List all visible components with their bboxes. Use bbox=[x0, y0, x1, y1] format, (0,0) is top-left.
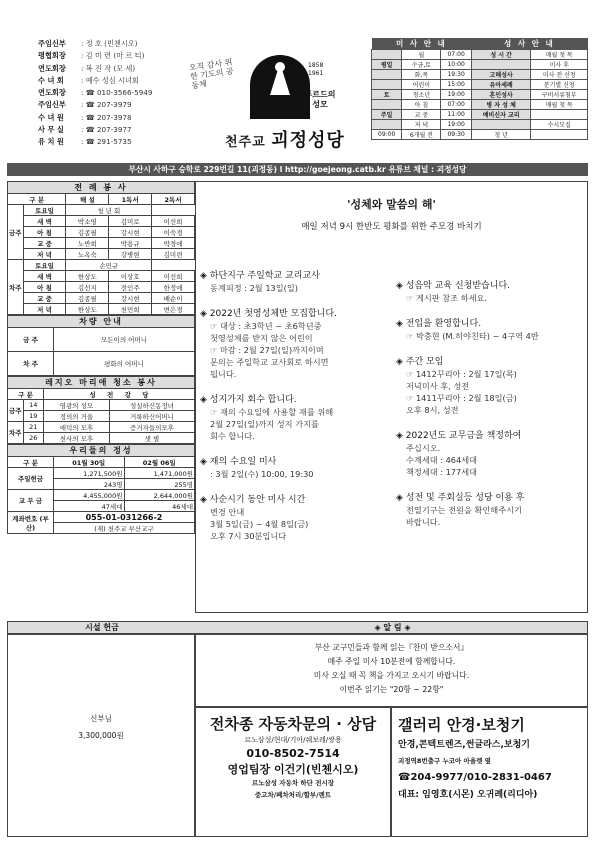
optical-ad-line: 대표: 임영호(시몬) 오귀례(리디아) bbox=[398, 789, 538, 800]
notice-box bbox=[195, 634, 588, 707]
schedule-row: 토 청소년 19:00 혼인성사 구비서류첨부 bbox=[372, 90, 588, 100]
schedule-row: 평일 수금,토 10:00 미사 후 bbox=[372, 60, 588, 70]
notice-item: ◈ 재의 수요일 미사 : 3월 2일(수) 10:00, 19:30 bbox=[200, 457, 314, 479]
liturgy-row: 새 벽 박소영 김미로 이선희 bbox=[8, 216, 195, 227]
car-ad-line: 르노삼성 자동차 하단 전시장 bbox=[251, 779, 335, 787]
vehicle-table: 차량 안내 금 주 모든이의 어머니 차 주 평화의 어머니 bbox=[7, 315, 195, 376]
car-ad-line: 영업팀장 이건기(빈첸시오) bbox=[227, 763, 359, 776]
liturgy-row: 아 침 김선지 전인주 한정애 bbox=[8, 282, 195, 293]
legio-row: 금주 14 영광의 성모 성실하신동정녀 bbox=[8, 400, 195, 411]
staff-list bbox=[38, 38, 178, 149]
car-ad-line: 중고차/폐차처리/할부/렌트 bbox=[254, 790, 332, 799]
notice-line: 미사 오실 때 꼭 책을 가지고 오시기 바랍니다. bbox=[313, 671, 470, 680]
staff-row: 수 녀 원 : ☎ 207-3978 bbox=[38, 112, 132, 122]
optical-ad-line: 안경,콘텍트렌즈,썬글라스,보청기 bbox=[398, 740, 530, 750]
schedule-extra: 09:00 6개월 전 09:30 청 년 bbox=[372, 130, 588, 140]
notice-item: ◈ 2022년 첫영성체반 모집합니다. ☞ 대상 : 초3학년 ~ 초6학년중 첫영성체를 받지 않은 어린이 ☞ 마감 : 2월 27일(일)까지이며 문의는 주일학교 교사회로 하시면 됩니다. bbox=[200, 309, 337, 379]
car-ad-line: 010-8502-7514 bbox=[246, 747, 340, 760]
main-content bbox=[195, 181, 588, 613]
notice-item: ◈ 성지가지 회수 합니다. ☞ 재의 수요일에 사용할 재를 위해 2월 27일(일)까지 성지 가지를 회수 합니다. bbox=[200, 395, 334, 441]
optical-ad bbox=[391, 707, 588, 837]
offering-table: 우리들의 정성 구 분 01월 30일 02월 06일 주일헌금 1,271,500원 1,471,000원 243명 255명 교 무 금 4,455,000원 2,644,000원 47세대 46세대 계좌번호 (부산) 055-01-031266-2 (재) 천주교 부산교구 bbox=[7, 444, 195, 534]
liturgy-header: 구 분 해 설 1독서 2독서 bbox=[8, 194, 195, 205]
bottom-header: 시설 헌금 ◈ 알 림 ◈ bbox=[7, 621, 588, 634]
optical-ad-line: 갤러리 안경·보청기 bbox=[398, 716, 525, 734]
liturgy-row: 차주 토요일 손민규 bbox=[8, 260, 195, 271]
address-bar: 부산시 사하구 승학로 229번길 11(괴정동) l http://goejeong.catb.kr 유튜브 채널 : 괴정성당 bbox=[7, 163, 588, 176]
parish-title: 천주교 괴정성당 bbox=[225, 130, 345, 151]
notice-item: ◈ 2022년도 교무금을 책정하여 주십시오. 수계세대 : 464세대 책정세대 : 177세대 bbox=[396, 431, 522, 477]
liturgy-row: 교 중 노반희 박용규 박경애 bbox=[8, 238, 195, 249]
theme-subtitle: 매일 저녁 9시 한반도 평화를 위한 주모경 바치기 bbox=[301, 222, 482, 232]
account-row: 계좌번호 (부산) 055-01-031266-2 bbox=[8, 512, 195, 523]
notice-line: 부산 교구민들과 함께 읽는『찬미 받으소서』 bbox=[314, 643, 469, 652]
liturgy-row: 금주 토요일 청 년 회 bbox=[8, 205, 195, 216]
schedule-row: 저 녁 19:00 수시모집 bbox=[372, 120, 588, 130]
car-ad-line: 르노삼성/현대/기아/쉐보레/쌍용 bbox=[244, 736, 342, 744]
founding-years: 1858 1961 bbox=[308, 62, 324, 77]
liturgy-row: 저 녁 노옥숙 강병현 김미련 bbox=[8, 249, 195, 260]
staff-row: 연도회장 : 복 진 작 (모 세) bbox=[38, 63, 136, 73]
notices-right bbox=[396, 280, 584, 542]
liturgy-row: 교 중 김종필 강시현 배순이 bbox=[8, 293, 195, 304]
offering-header: 구 분 01월 30일 02월 06일 bbox=[8, 457, 195, 468]
schedule-row: 주일 교 중 11:00 예비신자 교리 bbox=[372, 110, 588, 120]
notice-item: ◈ 사순시기 동안 미사 시간 변경 안내 3월 5일(금) ~ 4월 8일(금) 오후 7시 30분입니다 bbox=[200, 495, 309, 541]
staff-row: 주임신부 : ☎ 207-3979 bbox=[38, 100, 132, 110]
offering-row: 47세대 46세대 bbox=[8, 501, 195, 512]
legio-row: 19 정의의 거울 거룩하신어머니 bbox=[8, 411, 195, 422]
staff-row: 유 치 원 : ☎ 291-5735 bbox=[38, 137, 132, 147]
schedule-row: 어린이 15:00 유아세례 분기별 신청 bbox=[372, 80, 588, 90]
liturgy-row: 저 녁 한상도 천민희 변은경 bbox=[8, 304, 195, 315]
liturgy-table: 전 례 봉 사 구 분 해 설 1독서 2독서 금주 토요일 청 년 회 새 벽 박소영 김미로 이선희 아 침 김종필 강시현 이숙경 교 중 노반희 박용규 박경애 저 녁 노옥숙 강병현 김미련 차주 토요일 손민규 새 벽 한상도 이상호 이선희 아 침 김선지 전인주 한정애 교 중 김종필 강시현 배순이 저 녁 한상도 천민희 변은경 bbox=[7, 181, 195, 315]
liturgy-row: 아 침 김종필 강시현 이숙경 bbox=[8, 227, 195, 238]
offering-row: 243명 255명 bbox=[8, 479, 195, 490]
liturgy-row: 새 벽 한상도 이상호 이선희 bbox=[8, 271, 195, 282]
car-ad bbox=[195, 707, 391, 837]
patron-saint: 루르드의 성모 bbox=[304, 90, 336, 109]
staff-row: 평협회장 : 김 미 련 (마 르 티) bbox=[38, 51, 145, 61]
offering-row: 주일헌금 1,271,500원 1,471,000원 bbox=[8, 468, 195, 479]
notice-item: ◈ 성전 및 주회실등 성당 이용 후 전열기구는 전원을 확인해주시기 바랍니다. bbox=[396, 493, 525, 527]
legio-table: 레지오 마리애 청소 봉사 구 분 성 전 강 당 금주 14 영광의 성모 성실하신동정녀 19 정의의 거울 거룩하신어머니 차주 21 애덕의 모후 증거자들의모후 26 천사의 모후 샛 별 bbox=[7, 376, 195, 444]
staff-row: 주임신부 : 정 호 (빈첸시오) bbox=[38, 39, 138, 48]
schedule-table: 미 사 안 내 성 사 안 내 월 07:00 성 시 간 매월 첫 목 평일 수금,토 10:00 미사 후 화,목 19:30 고해성사 미사 전 신청 어린이 15:00 유아세례 분기별 신청 토 청소년 19:00 혼인성사 구비서류첨부 아 침 07:00 병 자 성 체 매월 첫 목 주일 교 중 11:00 예비신자 교리 저 녁 19:00 수시모집 09:00 6개월 전 09:30 청 년 bbox=[371, 38, 588, 140]
staff-row: 연도회장 : ☎ 010-3566-5949 bbox=[38, 88, 153, 98]
left-column bbox=[7, 181, 195, 534]
legio-row: 차주 21 애덕의 모후 증거자들의모후 bbox=[8, 422, 195, 433]
staff-row: 사 무 실 : ☎ 207-3977 bbox=[38, 125, 132, 135]
logo-slogan: 오직 감사 위한 기도의 공동체 bbox=[188, 57, 235, 91]
schedule-row: 화,목 19:30 고해성사 미사 전 신청 bbox=[372, 70, 588, 80]
account-name-row: (재) 천주교 부산교구 bbox=[8, 523, 195, 534]
legio-header: 구 분 성 전 강 당 bbox=[8, 389, 195, 400]
car-ad-line: 전차종 자동차문의 · 상담 bbox=[209, 715, 377, 733]
notice-line: 매주 주일 미사 10분전에 함께합니다. bbox=[327, 657, 456, 666]
optical-ad-line: 괴정역8번출구 누코아 아울렛 옆 bbox=[398, 757, 491, 765]
notice-item: ◈ 주간 모임 ☞ 1412꾸리아 : 2월 17일(목) 저녁미사 후, 성전 ☞ 1411꾸리아 : 2월 18일(금) 오후 8시, 성전 bbox=[396, 357, 517, 415]
staff-row: 수 녀 회 : 예수 성심 시녀회 bbox=[38, 75, 139, 85]
notice-item: ◈ 전입을 환영합니다. ☞ 박충현 (M.히야친타) ~ 4구역 4반 bbox=[396, 319, 539, 341]
theme-title: '성체와 말씀의 해' bbox=[347, 198, 436, 211]
facility-offering: 신부님 3,300,000원 bbox=[7, 634, 195, 837]
offering-row: 교 무 금 4,455,000원 2,644,000원 bbox=[8, 490, 195, 501]
legio-row: 26 천사의 모후 샛 별 bbox=[8, 433, 195, 444]
notice-line: 이번주 읽기는 "20항 ~ 22항" bbox=[339, 685, 444, 694]
notice-item: ◈ 하단지구 주일학교 교리교사 동계피정 : 2월 13일(일) bbox=[200, 271, 320, 293]
schedule-row: 월 07:00 성 시 간 매월 첫 목 bbox=[372, 50, 588, 60]
schedule-row: 아 침 07:00 병 자 성 체 매월 첫 목 bbox=[372, 100, 588, 110]
optical-ad-line: ☎204-9977/010-2831-0467 bbox=[398, 771, 552, 783]
notice-item: ◈ 성음악 교육 신청받습니다. ☞ 게시판 참조 하세요. bbox=[396, 281, 510, 303]
notices-left bbox=[200, 270, 390, 556]
